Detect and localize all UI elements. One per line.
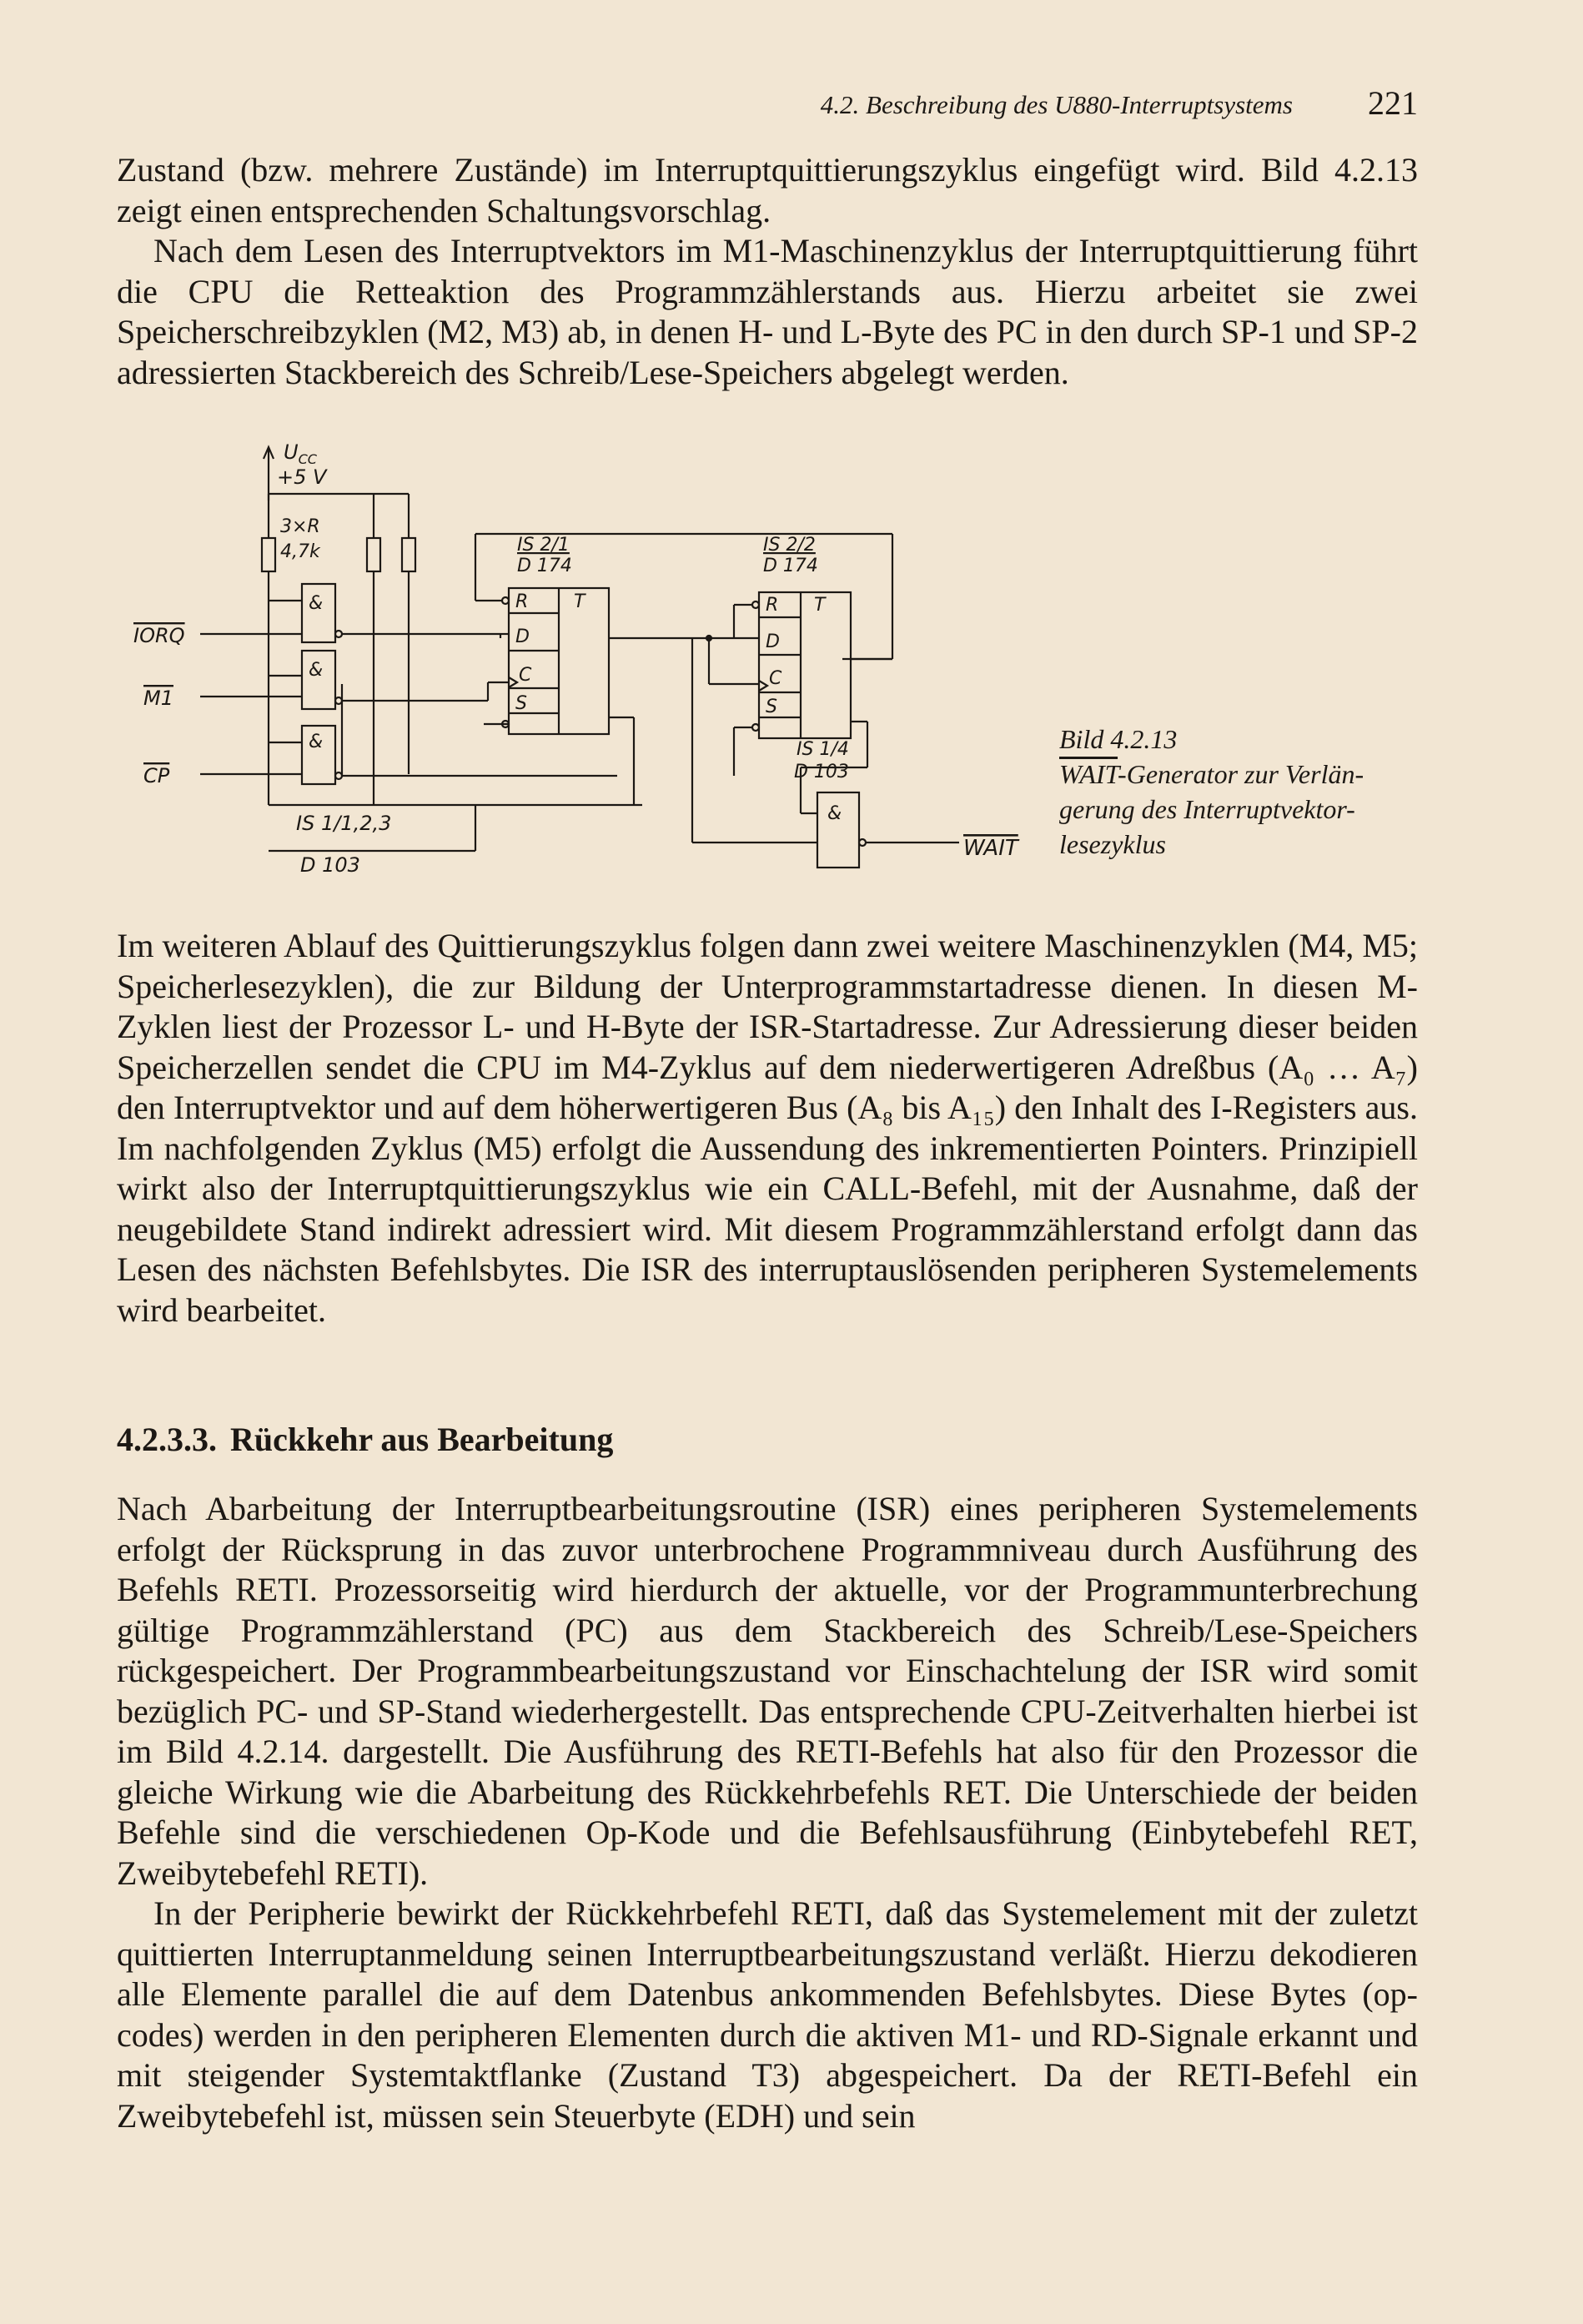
section-title: Rückkehr aus Bearbeitung: [230, 1421, 614, 1458]
ff2-pin-r: R: [766, 595, 779, 616]
wait-generator-schematic: [117, 434, 1051, 884]
section-heading: [117, 1420, 613, 1459]
paragraph-peripherals: In der Peripherie bewirkt der Rückkehrbefehl RETI, daß das Systemelement mit der zuletzt quittierten Interruptanmeldung seinen Interruptbearbeitungszustand verläßt. Hierzu dekodieren alle Elemente parallel die auf dem Datenbus ankommenden Befehlsbytes. Diese Bytes (op-codes) werden in den peripheren Elementen durch die aktiven M1- und RD-Signale erkannt und mit steigender Systemtaktflanke (Zustand T3) abgespeichert. Da der RETI-Befehl ein Zweibytebefehl ist, müssen sein Steuerbyte (EDH) und sein: [117, 1894, 1418, 2135]
input-m1-label: M1: [143, 687, 173, 710]
gate-symbol-2: &: [309, 660, 324, 681]
supply-voltage: +5 V: [277, 465, 327, 489]
resistor-count-label: 3×R: [280, 516, 320, 537]
middle-text-block: [117, 926, 1418, 1331]
gate-symbol-3: &: [309, 732, 324, 752]
page-header: [117, 83, 1418, 133]
ff1-ic-type: D 174: [517, 556, 572, 576]
nand-gate-symbol: &: [827, 803, 842, 824]
paragraph-pc-save: Nach dem Lesen des Interruptvektors im M1-Maschinenzyklus der Interruptquittierung führt die CPU die Retteaktion des Programmzählerstands aus. Hierzu arbeitet sie zwei Speicherschreibzyklen (M2, M3) ab, in denen H- und L-Byte des PC in den durch SP-1 und SP-2 adressierten Stackbereich des Schreib/Lese-Speichers abgelegt werden.: [117, 232, 1418, 391]
gate-symbol-1: &: [309, 593, 324, 614]
circuit-diagram: [117, 434, 1051, 884]
input-iorq-label: IORQ: [133, 624, 185, 647]
resistor-value-label: 4,7k: [280, 541, 320, 562]
section-number: 4.2.3.3.: [117, 1421, 217, 1458]
output-wait-label: WAIT: [963, 836, 1018, 861]
caption-line-1-rest: -Generator zur Verlän-: [1118, 759, 1364, 789]
paragraph-continuation: Zustand (bzw. mehrere Zustände) im Interruptquittierungszyklus eingefügt wird. Bild 4.2.13 zeigt einen entsprechenden Schaltungsvorschlag.: [117, 151, 1418, 229]
running-title: 4.2. Beschreibung des U880-Interruptsystems: [820, 90, 1293, 119]
ff2-ic-type: D 174: [763, 556, 818, 576]
caption-line-1: [1059, 757, 1426, 792]
ff2-ic-label: IS 2/2: [763, 535, 816, 556]
ff1-ic-label: IS 2/1: [517, 535, 570, 556]
caption-line-2: gerung des Interruptvektor-: [1059, 794, 1355, 824]
ff2-pin-c: C: [769, 668, 782, 689]
top-text-block: [117, 150, 1418, 393]
paragraph-m4-m5: Im weiteren Ablauf des Quittierungszyklus folgen dann zwei weitere Maschinenzyklen (M4, M5; Speicherlesezyklen), die zur Bildung der Unterprogrammstartadresse dienen. In diesen M-Zyklen liest der Prozessor L- und H-Byte der ISR-Startadresse. Zur Adressierung dieser beiden Speicherzellen sendet die CPU im M4-Zyklus auf dem niederwertigeren Adreßbus (A₀ … A₇) den Interruptvektor und auf dem höherwertigeren Bus (A₈ bis A₁₅) den Inhalt des I-Registers aus. Im nachfolgenden Zyklus (M5) erfolgt die Aussendung des inkrementierten Pointers. Prinzipiell wirkt also der Interruptquittierungszyklus wie ein CALL-Befehl, mit der Ausnahme, daß der neugebildete Stand indirekt adressiert wird. Mit diesem Programmzählerstand erfolgt dann das Lesen des nächsten Befehlsbytes. Die ISR des interruptauslösenden peripheren Systemelements wird bearbeitet.: [117, 927, 1418, 1329]
ff2-pin-s: S: [766, 697, 777, 717]
page-number: 221: [1368, 84, 1418, 122]
gates-ic-label: IS 1/1,2,3: [296, 812, 392, 835]
figure-caption: [1059, 722, 1426, 862]
ff1-pin-c: C: [519, 665, 532, 686]
bottom-text-block: [117, 1489, 1418, 2136]
gates-ic-type: D 103: [300, 853, 360, 877]
supply-label: $U_{CC}$: [284, 440, 317, 467]
ff1-pin-t: T: [574, 591, 585, 612]
ff2-pin-d: D: [766, 631, 780, 652]
ff1-pin-d: D: [515, 626, 530, 647]
caption-wait-overlined: WAIT: [1059, 759, 1118, 789]
ff1-pin-s: S: [515, 693, 527, 714]
paragraph-reti: Nach Abarbeitung der Interruptbearbeitungsroutine (ISR) eines peripheren Systemelements erfolgt der Rücksprung in das zuvor unterbrochene Programmniveau durch Ausführung des Befehls RETI. Prozessorseitig wird hierdurch der aktuelle, vor der Programmunterbrechung gültige Programmzählerstand (PC) aus dem Stackbereich des Schreib/Lese-Speichers rückgespeichert. Der Programmbearbeitungszustand vor Einschachtelung der ISR wird somit bezüglich PC- und SP-Stand wiederhergestellt. Das entsprechende CPU-Zeitverhalten hierbei ist im Bild 4.2.14. dargestellt. Die Ausführung des RETI-Befehls hat also für den Prozessor die gleiche Wirkung wie die Abarbeitung des Rückkehrbefehls RET. Die Unterschiede der beiden Befehle sind die verschiedenen Op-Kode und die Befehlsausführung (Einbytebefehl RET, Zweibytebefehl RETI).: [117, 1490, 1418, 1892]
caption-line-3: lesezyklus: [1059, 829, 1166, 859]
nand-ic-label: IS 1/4: [797, 739, 849, 760]
ff2-pin-t: T: [814, 595, 826, 616]
nand-ic-type: D 103: [794, 762, 849, 782]
ff1-pin-r: R: [515, 591, 529, 612]
caption-number: Bild 4.2.13: [1059, 724, 1178, 754]
input-cp-label: CP: [143, 764, 170, 787]
